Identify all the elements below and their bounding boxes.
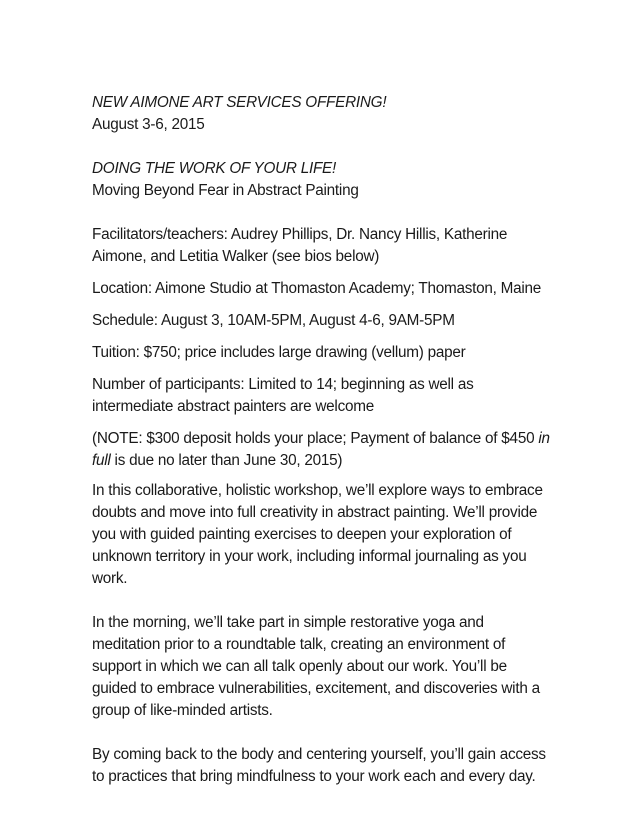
paragraph-line: meditation prior to a roundtable talk, creating an environment of — [92, 636, 506, 653]
facilitators-line: Aimone, and Letitia Walker (see bios below) — [92, 248, 380, 265]
note-line — [92, 450, 562, 472]
paragraph-line: doubts and move into full creativity in abstract painting. We’ll provide — [92, 504, 538, 521]
participants-line: intermediate abstract painters are welcome — [92, 398, 374, 415]
paragraph-line: In this collaborative, holistic workshop, we’ll explore ways to embrace — [92, 482, 543, 499]
paragraph-intro — [92, 480, 562, 590]
paragraph-mindfulness — [92, 744, 562, 788]
participants-line: Number of participants: Limited to 14; beginning as well as — [92, 376, 474, 393]
note-text: is due no later than June 30, 2015) — [110, 452, 343, 469]
participants-block — [92, 374, 562, 418]
offering-title: NEW AIMONE ART SERVICES OFFERING! — [92, 94, 387, 111]
paragraph-line: unknown territory in your work, including informal journaling as you — [92, 548, 527, 565]
note-text: (NOTE: $300 deposit holds your place; Payment of balance of $450 — [92, 430, 539, 447]
workshop-title: DOING THE WORK OF YOUR LIFE! — [92, 160, 337, 177]
note-emphasis: full — [92, 452, 111, 469]
paragraph-line: group of like-minded artists. — [92, 702, 273, 719]
paragraph-line: By coming back to the body and centering yourself, you’ll gain access — [92, 746, 546, 763]
note-line — [92, 428, 562, 450]
workshop-subtitle: Moving Beyond Fear in Abstract Painting — [92, 182, 359, 199]
document-page — [92, 92, 562, 788]
paragraph-line: work. — [92, 570, 128, 587]
paragraph-line: guided to embrace vulnerabilities, excitement, and discoveries with a — [92, 680, 540, 697]
paragraph-line: support in which we can all talk openly about our work. You’ll be — [92, 658, 507, 675]
paragraph-line: In the morning, we’ll take part in simple restorative yoga and — [92, 614, 484, 631]
location-line: Location: Aimone Studio at Thomaston Academy; Thomaston, Maine — [92, 280, 542, 297]
facilitators-line: Facilitators/teachers: Audrey Phillips, Dr. Nancy Hillis, Katherine — [92, 226, 508, 243]
note-emphasis: in — [538, 430, 550, 447]
workshop-dates: August 3-6, 2015 — [92, 116, 205, 133]
note-block — [92, 428, 562, 472]
tuition-line: Tuition: $750; price includes large drawing (vellum) paper — [92, 344, 466, 361]
schedule-line: Schedule: August 3, 10AM-5PM, August 4-6, 9AM-5PM — [92, 312, 455, 329]
paragraph-line: you with guided painting exercises to deepen your exploration of — [92, 526, 512, 543]
paragraph-morning — [92, 612, 562, 722]
facilitators-block — [92, 224, 562, 268]
paragraph-line: to practices that bring mindfulness to your work each and every day. — [92, 768, 536, 785]
